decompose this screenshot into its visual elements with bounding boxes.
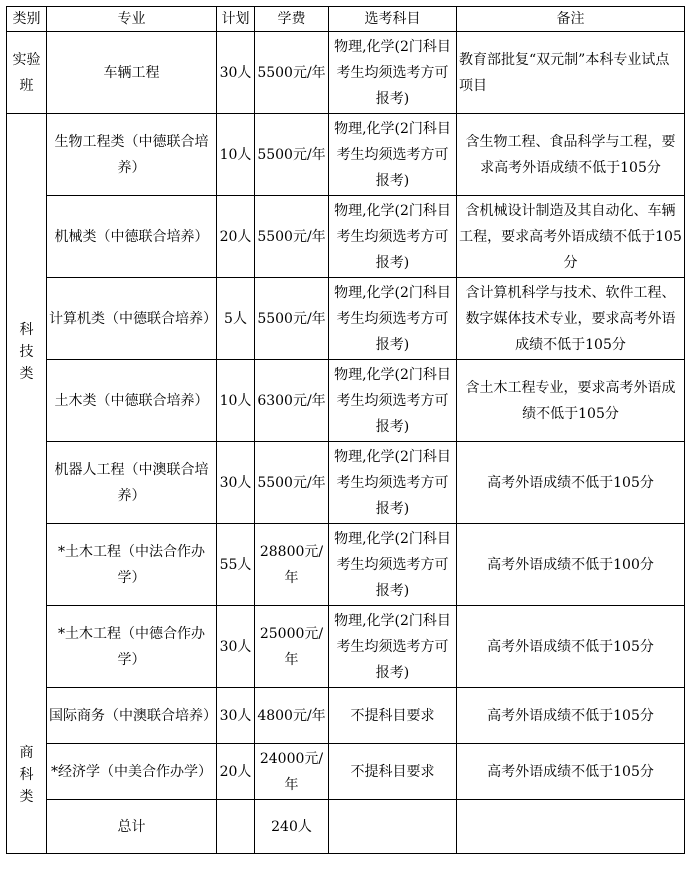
plan-cell: 30人 <box>217 32 255 114</box>
category-technology: 科技类 <box>19 321 34 382</box>
header-fee: 学费 <box>255 7 329 32</box>
subjects-cell: 物理,化学(2门科目考生均须选考方可报考) <box>329 32 457 114</box>
subjects-cell: 物理,化学(2门科目考生均须选考方可报考) <box>329 442 457 524</box>
fee-cell: 4800元/年 <box>255 688 329 744</box>
major-cell: 车辆工程 <box>47 32 217 114</box>
major-cell: *土木工程（中法合作办学） <box>47 524 217 606</box>
table-row <box>7 744 685 800</box>
plan-cell: 55人 <box>217 524 255 606</box>
category-business: 商科类 <box>19 744 34 805</box>
fee-cell: 6300元/年 <box>255 360 329 442</box>
total-plan: 240人 <box>255 800 329 854</box>
category-experimental: 实验班 <box>7 32 47 114</box>
major-cell: *土木工程（中德合作办学） <box>47 606 217 688</box>
remark-cell: 含生物工程、食品科学与工程，要求高考外语成绩不低于105分 <box>457 114 685 196</box>
major-cell: 生物工程类（中德联合培养） <box>47 114 217 196</box>
subjects-cell: 不提科目要求 <box>329 688 457 744</box>
table-row <box>7 114 685 196</box>
header-remark: 备注 <box>457 7 685 32</box>
major-cell: 土木类（中德联合培养） <box>47 360 217 442</box>
subjects-cell: 物理,化学(2门科目考生均须选考方可报考) <box>329 114 457 196</box>
fee-cell: 24000元/年 <box>255 744 329 800</box>
remark-cell: 高考外语成绩不低于105分 <box>457 606 685 688</box>
admission-plan-table <box>6 6 685 854</box>
remark-cell: 高考外语成绩不低于105分 <box>457 688 685 744</box>
table-row <box>7 688 685 744</box>
table-row <box>7 196 685 278</box>
remark-cell: 含计算机科学与技术、软件工程、数字媒体技术专业，要求高考外语成绩不低于105分 <box>457 278 685 360</box>
fee-cell: 5500元/年 <box>255 32 329 114</box>
table-header-row <box>7 7 685 32</box>
plan-cell: 30人 <box>217 442 255 524</box>
remark-cell: 含土木工程专业，要求高考外语成绩不低于105分 <box>457 360 685 442</box>
fee-cell: 5500元/年 <box>255 442 329 524</box>
fee-cell: 5500元/年 <box>255 114 329 196</box>
table-row <box>7 442 685 524</box>
major-cell: 国际商务（中澳联合培养） <box>47 688 217 744</box>
plan-cell: 30人 <box>217 688 255 744</box>
remark-cell: 含机械设计制造及其自动化、车辆工程，要求高考外语成绩不低于105分 <box>457 196 685 278</box>
header-major: 专业 <box>47 7 217 32</box>
major-cell: 机器人工程（中澳联合培养） <box>47 442 217 524</box>
table-row <box>7 278 685 360</box>
table-row <box>7 360 685 442</box>
header-subjects: 选考科目 <box>329 7 457 32</box>
subjects-cell: 物理,化学(2门科目考生均须选考方可报考) <box>329 360 457 442</box>
fee-cell: 5500元/年 <box>255 278 329 360</box>
fee-cell: 5500元/年 <box>255 196 329 278</box>
major-cell: 机械类（中德联合培养） <box>47 196 217 278</box>
major-cell: 计算机类（中德联合培养） <box>47 278 217 360</box>
subjects-cell: 物理,化学(2门科目考生均须选考方可报考) <box>329 524 457 606</box>
fee-cell: 28800元/年 <box>255 524 329 606</box>
category-column <box>7 114 47 854</box>
plan-cell: 10人 <box>217 114 255 196</box>
header-category: 类别 <box>7 7 47 32</box>
table-row <box>7 524 685 606</box>
plan-cell: 30人 <box>217 606 255 688</box>
remark-cell: 教育部批复“双元制”本科专业试点项目 <box>457 32 685 114</box>
plan-cell: 20人 <box>217 744 255 800</box>
subjects-cell: 不提科目要求 <box>329 744 457 800</box>
total-label: 总计 <box>47 800 217 854</box>
total-row <box>7 800 685 854</box>
subjects-cell: 物理,化学(2门科目考生均须选考方可报考) <box>329 196 457 278</box>
table-row <box>7 606 685 688</box>
subjects-cell: 物理,化学(2门科目考生均须选考方可报考) <box>329 278 457 360</box>
plan-cell: 20人 <box>217 196 255 278</box>
total-fee-empty <box>329 800 457 854</box>
major-cell: *经济学（中美合作办学） <box>47 744 217 800</box>
plan-cell: 10人 <box>217 360 255 442</box>
total-major-empty <box>217 800 255 854</box>
plan-cell: 5人 <box>217 278 255 360</box>
table-row <box>7 32 685 114</box>
total-subjects-empty <box>457 800 685 854</box>
remark-cell: 高考外语成绩不低于100分 <box>457 524 685 606</box>
subjects-cell: 物理,化学(2门科目考生均须选考方可报考) <box>329 606 457 688</box>
header-plan: 计划 <box>217 7 255 32</box>
remark-cell: 高考外语成绩不低于105分 <box>457 442 685 524</box>
fee-cell: 25000元/年 <box>255 606 329 688</box>
remark-cell: 高考外语成绩不低于105分 <box>457 744 685 800</box>
